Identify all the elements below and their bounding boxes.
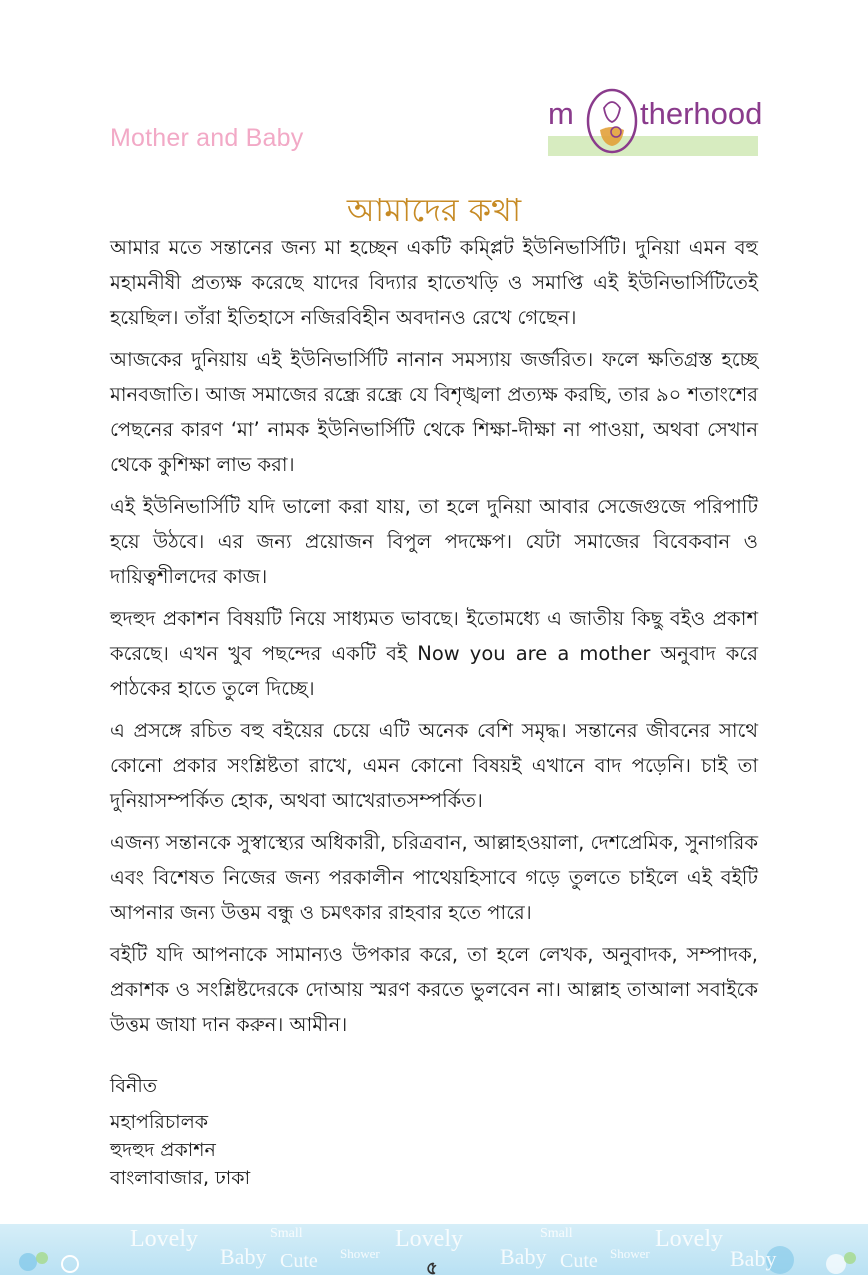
footer-pattern-word: Baby — [220, 1244, 267, 1269]
footer-pattern-word: Baby — [500, 1244, 547, 1269]
footer-pattern-word: Cute — [560, 1250, 598, 1272]
paragraph: হুদহুদ প্রকাশন বিষয়টি নিয়ে সাধ্যমত ভাবছে। ইতোমধ্যে এ জাতীয় কিছু বইও প্রকাশ করেছে। এখন খুব পছন্দের একটি বই Now you are a mother অনুবাদ করে পাঠকের হাতে তুলে দিচ্ছে। — [110, 607, 758, 700]
footer-pattern-word: Shower — [610, 1246, 650, 1261]
logo-band — [548, 136, 758, 156]
logo-letter-m: m — [548, 96, 574, 131]
footer-pattern-word: Lovely — [655, 1226, 723, 1252]
signoff — [110, 1072, 250, 1192]
page-number: ৫ — [426, 1258, 438, 1279]
mother-baby-circle-icon — [584, 86, 640, 156]
footer-pattern-word: Lovely — [395, 1226, 463, 1252]
page-title: আমাদের কথা — [346, 191, 522, 230]
footer-pattern-word: Small — [540, 1226, 573, 1241]
motherhood-logo — [548, 86, 763, 156]
paragraph: এ প্রসঙ্গে রচিত বহু বইয়ের চেয়ে এটি অনেক বেশি সমৃদ্ধ। সন্তানের জীবনের সাথে কোনো প্রকার সংশ্লিষ্টতা রাখে, এমন কোনো বিষয়ই এখানে বাদ পড়েনি। চাই তা দুনিয়াসম্পর্কিত হোক, অথবা আখেরাতসম্পর্কিত। — [110, 719, 758, 812]
section-label: Mother and Baby — [110, 124, 304, 152]
footer-pattern-word: Baby — [730, 1246, 777, 1271]
logo-rest-text: therhood — [640, 96, 763, 131]
signoff-closing: বিনীত — [110, 1075, 158, 1097]
footer-pattern-word: Small — [270, 1226, 303, 1241]
paragraph: এই ইউনিভার্সিটি যদি ভালো করা যায়, তা হলে দুনিয়া আবার সেজেগুজে পরিপাটি হয়ে উঠবে। এর জন্য প্রয়োজন বিপুল পদক্ষেপ। যেটা সমাজের বিবেকবান ও দায়িত্বশীলদের কাজ। — [110, 495, 758, 588]
footer-pattern-word: Shower — [340, 1246, 380, 1261]
footer-pattern-word: Lovely — [130, 1226, 198, 1252]
footer-pattern-word: Cute — [280, 1250, 318, 1272]
signoff-role: মহাপরিচালক — [110, 1111, 209, 1133]
signoff-location: বাংলাবাজার, ঢাকা — [110, 1167, 251, 1189]
body-text — [110, 230, 758, 1049]
paragraph: আমার মতে সন্তানের জন্য মা হচ্ছেন একটি কম্প্লিট ইউনিভার্সিটি। দুনিয়া এমন বহু মহামনীষী প্রত্যক্ষ করেছে যাদের বিদ্যার হাতেখড়ি ও সমাপ্তি এই ইউনিভার্সিটিতেই হয়েছিল। তাঁরা ইতিহাসে নজিরবিহীন অবদানও রেখে গেছেন। — [110, 236, 758, 329]
paragraph: এজন্য সন্তানকে সুস্বাস্থ্যের অধিকারী, চরিত্রবান, আল্লাহওয়ালা, দেশপ্রেমিক, সুনাগরিক এবং বিশেষত নিজের জন্য পরকালীন পাথেয়হিসাবে গড়ে তুলতে চাইলে এই বইটি আপনার জন্য উত্তম বন্ধু ও চমৎকার রাহবার হতে পারে। — [110, 831, 758, 924]
paragraph: বইটি যদি আপনাকে সামান্যও উপকার করে, তা হলে লেখক, অনুবাদক, সম্পাদক, প্রকাশক ও সংশ্লিষ্টদেরকে দোআয় স্মরণ করতে ভুলবেন না। আল্লাহ তাআলা সবাইকে উত্তম জাযা দান করুন। আমীন। — [110, 943, 758, 1036]
paragraph: আজকের দুনিয়ায় এই ইউনিভার্সিটি নানান সমস্যায় জর্জরিত। ফলে ক্ষতিগ্রস্ত হচ্ছে মানবজাতি। আজ সমাজের রন্ধ্রে রন্ধ্রে যে বিশৃঙ্খলা প্রত্যক্ষ করছি, তার ৯০ শতাংশের পেছনের কারণ ‘মা’ নামক ইউনিভার্সিটি থেকে শিক্ষা-দীক্ষা না পাওয়া, অথবা সেখান থেকে কুশিক্ষা লাভ করা। — [110, 348, 758, 476]
signoff-org: হুদহুদ প্রকাশন — [110, 1139, 216, 1161]
